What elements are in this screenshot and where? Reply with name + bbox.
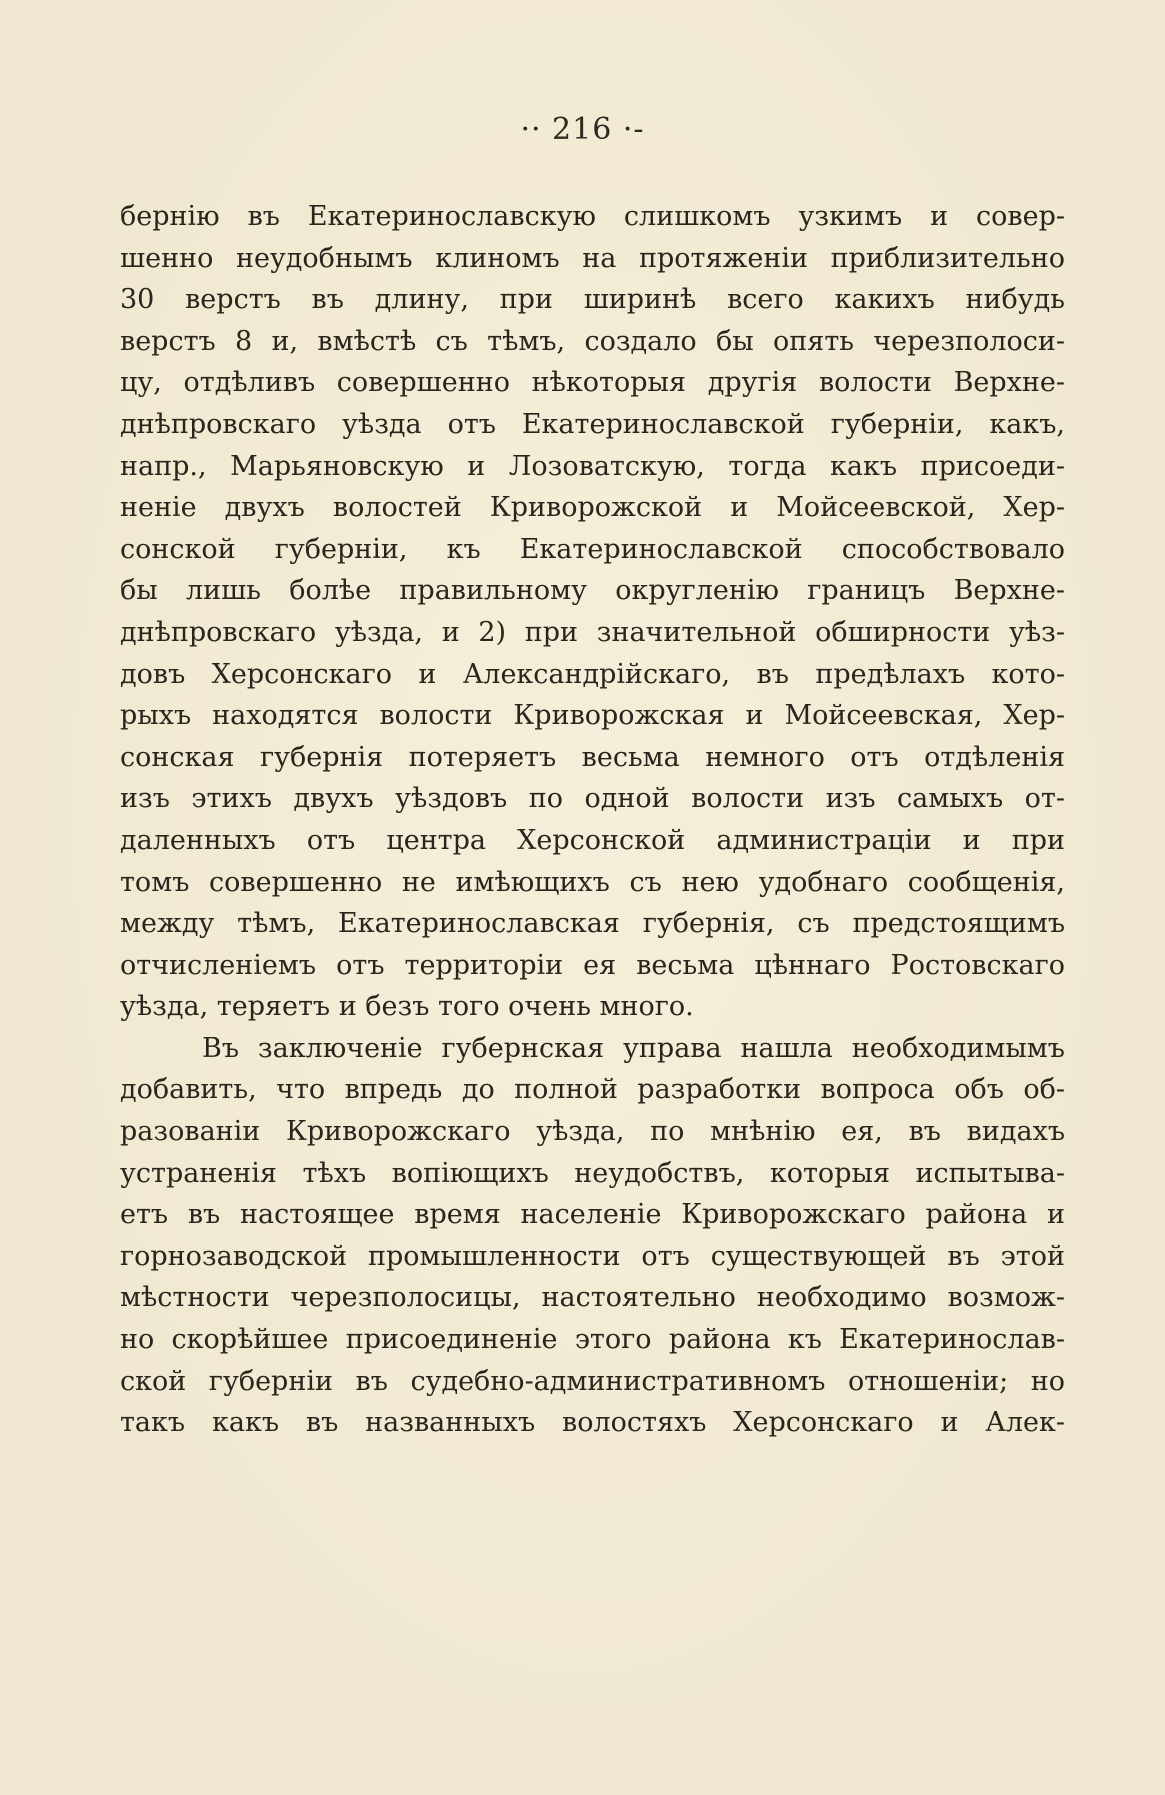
text-line: горнозаводской промышленности отъ существующей въ этой [120,1240,1065,1272]
text-line: бы лишь болѣе правильному округленію границъ Верхне- [120,575,1065,607]
text-line: мѣстности черезполосицы, настоятельно необходимо возмож- [120,1282,1065,1314]
text-line: разованіи Криворожскаго уѣзда, по мнѣнію ея, въ видахъ [120,1116,1065,1148]
paragraph-start-line: Въ заключеніе губернская управа нашла необходимымъ [202,1032,1065,1064]
text-line: неніе двухъ волостей Криворожской и Мойсеевской, Хер- [120,492,1065,524]
text-line: рыхъ находятся волости Криворожская и Мойсеевская, Хер- [120,700,1065,732]
text-line: но скорѣйшее присоединеніе этого района къ Екатеринослав- [120,1324,1065,1356]
text-line: такъ какъ въ названныхъ волостяхъ Херсонскаго и Алек- [120,1407,1065,1439]
text-line: днѣпровскаго уѣзда отъ Екатеринославской губерніи, какъ, [120,408,1065,440]
text-line: отчисленіемъ отъ территоріи ея весьма цѣннаго Ростовскаго [120,949,1065,981]
text-line: изъ этихъ двухъ уѣздовъ по одной волости изъ самыхъ от- [120,783,1065,815]
text-line: днѣпровскаго уѣзда, и 2) при значительной обширности уѣз- [120,616,1065,648]
text-line: напр., Марьяновскую и Лозоватскую, тогда какъ присоеди- [120,450,1065,482]
text-line: даленныхъ отъ центра Херсонской администраціи и при [120,824,1065,856]
text-line: ской губерніи въ судебно-административномъ отношеніи; но [120,1365,1065,1397]
body-text [120,196,1065,1444]
text-line: устраненія тѣхъ вопіющихъ неудобствъ, которыя испытыва- [120,1157,1065,1189]
page-number: ·· 216 ·- [520,112,645,147]
text-line: добавить, что впредь до полной разработки вопроса объ об- [120,1074,1065,1106]
paragraph-end-line: уѣзда, теряетъ и безъ того очень много. [120,991,694,1023]
text-line: цу, отдѣливъ совершенно нѣкоторыя другія волости Верхне- [120,367,1065,399]
text-line: томъ совершенно не имѣющихъ съ нею удобнаго сообщенія, [120,866,1065,898]
text-line: довъ Херсонскаго и Александрійскаго, въ предѣлахъ кото- [120,658,1065,690]
text-line: 30 верстъ въ длину, при ширинѣ всего какихъ нибудь [120,284,1065,316]
text-line: верстъ 8 и, вмѣстѣ съ тѣмъ, создало бы опять черезполоси- [120,325,1065,357]
text-line: сонская губернія потеряетъ весьма немного отъ отдѣленія [120,741,1065,773]
text-line: бернію въ Екатеринославскую слишкомъ узкимъ и совер- [120,201,1065,232]
text-line: сонской губерніи, къ Екатеринославской способствовало [120,533,1065,565]
text-line: между тѣмъ, Екатеринославская губернія, съ предстоящимъ [120,908,1065,940]
text-line: етъ въ настоящее время населеніе Криворожскаго района и [120,1199,1065,1231]
text-line: шенно неудобнымъ клиномъ на протяженіи приблизительно [120,242,1065,274]
